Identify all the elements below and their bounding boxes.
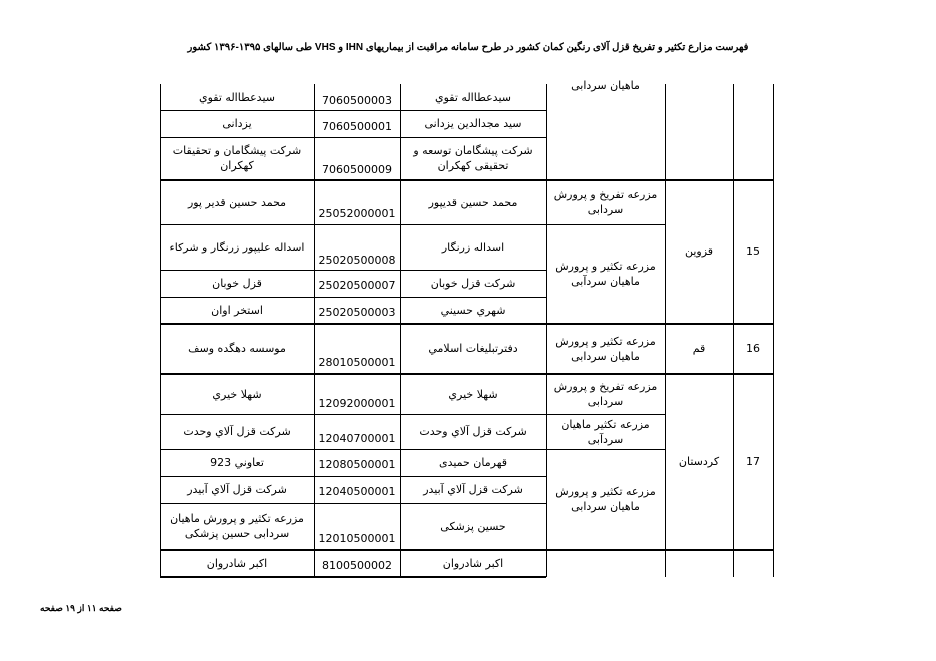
page-number-footer: صفحه ۱۱ از ۱۹ صفحه [40,603,122,613]
owner-cell: دفترتبلیغات اسلامي [428,342,518,355]
farm-code-cell: 12040500001 [318,485,396,498]
farm-type-cell: مزرعه تکثیر و پرورش ماهیان سردابی [555,485,656,513]
province-name-cell: قزوین [684,245,714,258]
farm-name-cell: اسداله علیپور زرنگار و شرکاء [169,240,305,254]
province-number-cell: 17 [746,455,760,468]
table-border-right [773,84,774,577]
owner-cell: محمد حسین قدیپور [428,195,518,209]
owner-cell: حسین پزشکی [440,519,506,533]
farm-type-cell: مزرعه تکثیر و پرورش ماهیان سردابی [555,334,656,363]
owner-cell: سید مجدالدین یزدانی [424,117,522,130]
farm-type-cell: مزرعه تفریخ و پرورش سردابی [553,380,658,408]
farm-name-cell: سيدعطااله تقوي [199,90,275,104]
farm-code-cell: 12010500001 [318,532,396,545]
farm-code-cell: 25020500008 [318,254,396,267]
owner-cell: اکبر شادروان [442,556,504,570]
owner-cell: شرکت قزل خوبان [430,277,516,290]
province-name-cell: کردستان [678,455,720,468]
owner-cell: شرکت پیشگامان توسعه و تحقیقی کهکران [413,144,533,172]
page-title: فهرست مزارع تکثیر و تفریخ قزل آلای رنگین کمان کشور در طرح سامانه مراقبت از بیماریهای IHN و VHS طی سالهای ۱۳۹۵-۱۳۹۶ کشور [187,42,749,53]
owner-cell: شرکت قزل آلاي وحدت [419,425,527,438]
farm-type-cell: مزرعه تکثیر ماهیان سردآبی [561,417,650,446]
farm-type-cell: ماهیان سردابی [571,78,640,92]
province-number-cell: 15 [746,245,760,258]
farm-name-cell: استخر اوان [211,303,263,317]
farm-name-cell: مزرعه تکثیر و پرورش ماهیان سردابی حسین پزشکی [170,512,304,540]
farm-code-cell: 7060500009 [322,163,392,176]
farm-name-cell: قزل خوبان [212,277,262,290]
farm-code-cell: 8100500002 [322,559,392,572]
farm-code-cell: 7060500003 [322,94,392,107]
owner-cell: سیدعطااله تقوي [435,90,511,104]
farm-name-cell: شهلا خيري [212,387,262,401]
farm-code-cell: 7060500001 [322,120,392,133]
farm-name-cell: محمد حسین قدیر پور [187,195,287,209]
owner-cell: اسداله زرنگار [441,240,505,254]
farm-code-cell: 12040700001 [318,432,396,445]
farm-code-cell: 12092000001 [318,397,396,410]
farm-code-cell: 12080500001 [318,458,396,471]
owner-cell: شهلا خيري [448,387,498,401]
farm-code-cell: 25020500007 [318,279,396,292]
farm-name-cell: شرکت پیشگامان و تحقیقات کهکران [172,144,302,172]
farm-name-cell: موسسه دهگده وسف [188,342,286,355]
table-border-bottom [160,576,546,578]
farm-name-cell: تعاوني 923 [210,456,264,469]
farm-code-cell: 25052000001 [318,207,396,220]
farm-name-cell: یزدانی [222,117,252,130]
farm-name-cell: شرکت قزل آلاي وحدت [183,425,291,438]
province-name-cell: قم [692,342,706,355]
farm-code-cell: 28010500001 [318,356,396,369]
owner-cell: شرکت قزل آلاي آبيدر [423,483,523,496]
farm-name-cell: شرکت قزل آلاي آبيدر [187,483,287,496]
owner-cell: قهرمان حميدی [438,456,508,469]
province-number-cell: 16 [746,342,760,355]
farm-type-cell: مزرعه تکثیر و پرورش ماهیان سردآبی [555,259,656,288]
owner-cell: شهري حسيني [440,303,506,317]
farm-code-cell: 25020500003 [318,306,396,319]
farm-name-cell: اکبر شادروان [206,556,268,570]
farm-type-cell: مزرعه تفریخ و پرورش سردابی [553,188,658,216]
